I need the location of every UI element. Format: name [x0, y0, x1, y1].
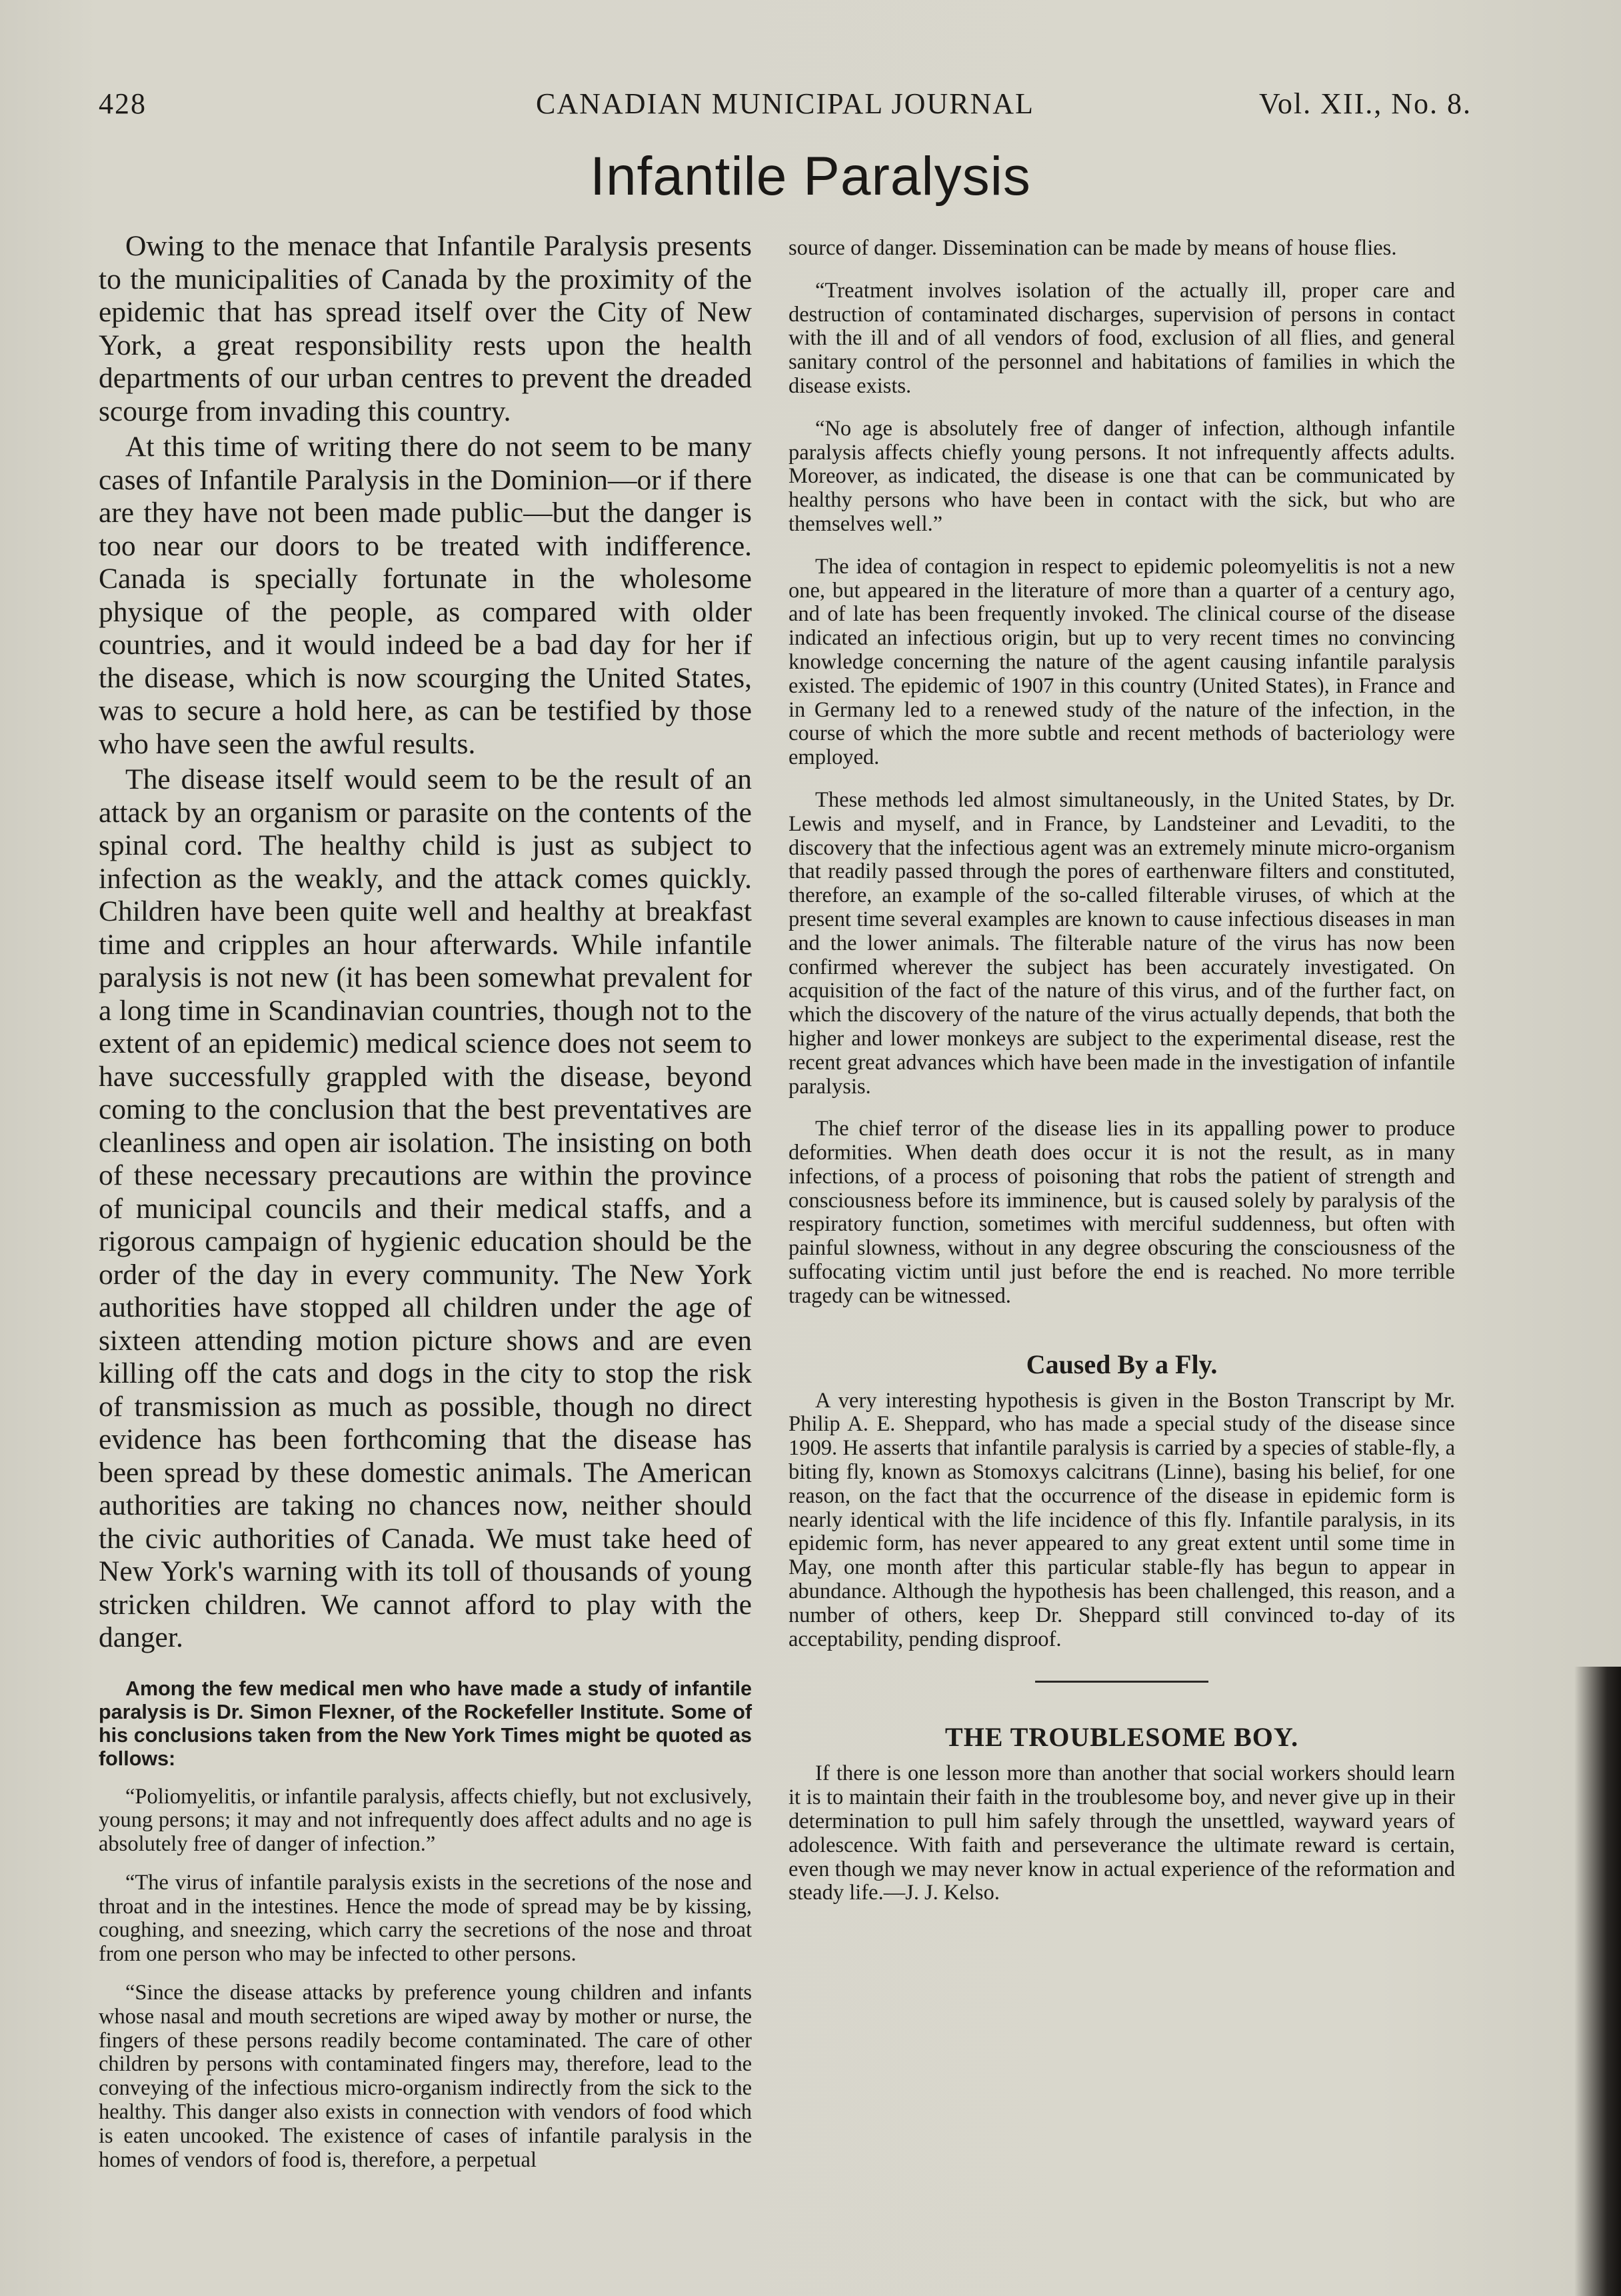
lead-paragraph: Owing to the menace that Infantile Paralysis presents to the municipalities of Canada by the proximity of the epidemic that has spread itself over the City of New York, a great responsibility rests upon the health departments of our urban centres to prevent the dreaded scourge from invading this country.: [99, 230, 752, 427]
article-title: Infantile Paralysis: [590, 146, 1031, 207]
boy-section-heading: THE TROUBLESOME BOY.: [944, 1722, 1299, 1753]
body-paragraph: The chief terror of the disease lies in its appalling power to produce deformities. When death does occur it is not the result, as in many infections, of a process of poisoning that robs the patient of strength and consciousness before its imminence, but is caused solely by paralysis of the respiratory function, sometimes with merciful suddenness, but often with painful slowness, without in any degree obscuring the consciousness of the suffocating victim until just before the end is reached. No more terrible tragedy can be witnessed.: [789, 1117, 1455, 1308]
quote-paragraph: “No age is absolutely free of danger of infection, although infantile paralysis affects chiefly young persons. It not infrequently affects adults. Moreover, as indicated, the disease is one that can be communicated by healthy persons who have been in contact with the sick, but who are themselves well.”: [789, 416, 1455, 536]
volume-issue: Vol. XII., No. 8.: [1258, 87, 1472, 120]
body-paragraph: The idea of contagion in respect to epidemic poleomyelitis is not a new one, but appeared in the literature of more than a quarter of a century ago, and of late has been frequently invoked. The clinical course of the disease indicated an infectious origin, but up to very recent times no convincing knowledge concerning the nature of the agent causing infantile paralysis existed. The epidemic of 1907 in this country (United States), in France and in Germany led to a renewed study of the nature of the infection, in the course of which the more subtle and recent methods of bacteriology were employed.: [789, 554, 1455, 770]
quote-paragraph: “The virus of infantile paralysis exists in the secretions of the nose and throat and in the intestines. Hence the mode of spread may be by kissing, coughing, and sneezing, which carry the secretions of the nose and throat from one person who may be infected to other persons.: [99, 1870, 752, 1967]
lead-paragraph: At this time of writing there do not seem to be many cases of Infantile Paralysis in the Dominion—or if there are they have not been made public—but the danger is too near our doors to be treated with indifference. Canada is specially fortunate in the wholesome physique of the people, as compared with older countries, and it would indeed be a bad day for her if the disease, which is now scourging the United States, was to secure a hold here, as can be testified by those who have seen the awful results.: [99, 431, 752, 760]
quote-paragraph: “Since the disease attacks by preference young children and infants whose nasal and mouth secretions are wiped away by mother or nurse, the fingers of these persons readily become contaminated. The care of other children by persons with contaminated fingers may, therefore, lead to the conveying of the infectious micro-organism indirectly from the sick to the healthy. This danger also exists in connection with vendors of food which is eaten uncooked. The existence of cases of infantile paralysis in the homes of vendors of food is, therefore, a perpetual: [99, 1981, 752, 2172]
right-column: [789, 237, 1455, 1905]
section-divider: [1035, 1681, 1208, 1683]
quote-paragraph: “Poliomyelitis, or infantile paralysis, affects chiefly, but not exclusively, young persons; it may and not infrequently does affect adults and no age is absolutely free of danger of infection.”: [99, 1784, 752, 1857]
flexner-quotes-left: [99, 1785, 752, 2173]
page-edge-shadow: [1574, 1667, 1621, 2296]
body-paragraph: These methods led almost simultaneously, in the United States, by Dr. Lewis and myself, and in France, by Landsteiner and Levaditi, to the discovery that the infectious agent was an extremely minute micro-organism that readily passed through the pores of earthenware filters and constituted, therefore, an example of the so-called filterable viruses, of which at the present time several examples are known to cause infectious diseases in man and the lower animals. The filterable nature of the virus has now been confirmed wherever the subject has been accurately investigated. On acquisition of the fact of the nature of this virus, and of the further fact, on which the discovery of the nature of the virus actually depends, that both the higher and lower monkeys are subject to the experimental disease, rest the recent great advances which have been made in the investigation of infantile paralysis.: [789, 787, 1455, 1099]
boy-section-body: If there is one lesson more than another that social workers should learn it is to maintain their faith in the troublesome boy, and never give up in their determination to pull him safely through the unsettled, wayward years of adolescence. With faith and perseverance the ultimate reward is certain, even though we may never know in actual experience of the reformation and steady life.—J. J. Kelso.: [789, 1761, 1455, 1905]
fly-section-body: A very interesting hypothesis is given in the Boston Transcript by Mr. Philip A. E. Sheppard, who has made a special study of the disease since 1909. He asserts that infantile paralysis is carried by a species of stable-fly, a biting fly, known as Stomoxys calcitrans (Linne), basing his belief, for one reason, on the fact that the occurrence of the disease in epidemic form is nearly identical with the life incidence of this fly. Infantile paralysis, in its epidemic form, has never appeared to any great extent until some time in May, one month after this particular stable-fly has begun to appear in abundance. Although the hypothesis has been challenged, this reason, and a number of others, keep Dr. Sheppard still convinced to-day of its acceptability, pending disproof.: [789, 1388, 1455, 1651]
running-header: [99, 87, 1472, 127]
quote-paragraph: “Treatment involves isolation of the actually ill, proper care and destruction of contaminated discharges, supervision of persons in contact with the ill and of all vendors of food, exclusion of all flies, and general sanitary control of the personnel and habitations of families in which the disease exists.: [789, 278, 1455, 398]
left-column: [99, 230, 752, 2172]
page-number: 428: [99, 87, 147, 120]
quote-paragraph: source of danger. Dissemination can be made by means of house flies.: [789, 236, 1397, 260]
flexner-intro: Among the few medical men who have made a study of infantile paralysis is Dr. Simon Flexner, of the Rockefeller Institute. Some of his conclusions taken from the New York Times might be quoted as follows:: [99, 1677, 752, 1770]
lead-section: [99, 230, 752, 1655]
journal-title: CANADIAN MUNICIPAL JOURNAL: [536, 87, 1034, 120]
lead-paragraph: The disease itself would seem to be the result of an attack by an organism or parasite on the contents of the spinal cord. The healthy child is just as subject to infection as the weakly, and the attack comes quickly. Children have been quite well and healthy at breakfast time and cripples an hour afterwards. While infantile paralysis is not new (it has been somewhat prevalent for a long time in Scandinavian countries, though not to the extent of an epidemic) medical science does not seem to have successfully grappled with the disease, beyond coming to the conclusion that the best preventatives are cleanliness and open air isolation. The insisting on both of these necessary precautions are within the province of municipal councils and their medical staffs, and a rigorous campaign of hygienic education should be the order of the day in every community. The New York authorities have stopped all children under the age of sixteen attending motion picture shows and are even killing off the cats and dogs in the city to stop the risk of transmission as much as possible, though no direct evidence has been forthcoming that the disease has been spread by these domestic animals. The American authorities are taking no chances now, neither should the civic authorities of Canada. We must take heed of New York's warning with its toll of thousands of young stricken children. We cannot afford to play with the danger.: [99, 763, 752, 1653]
fly-section-heading: Caused By a Fly.: [1026, 1349, 1218, 1379]
